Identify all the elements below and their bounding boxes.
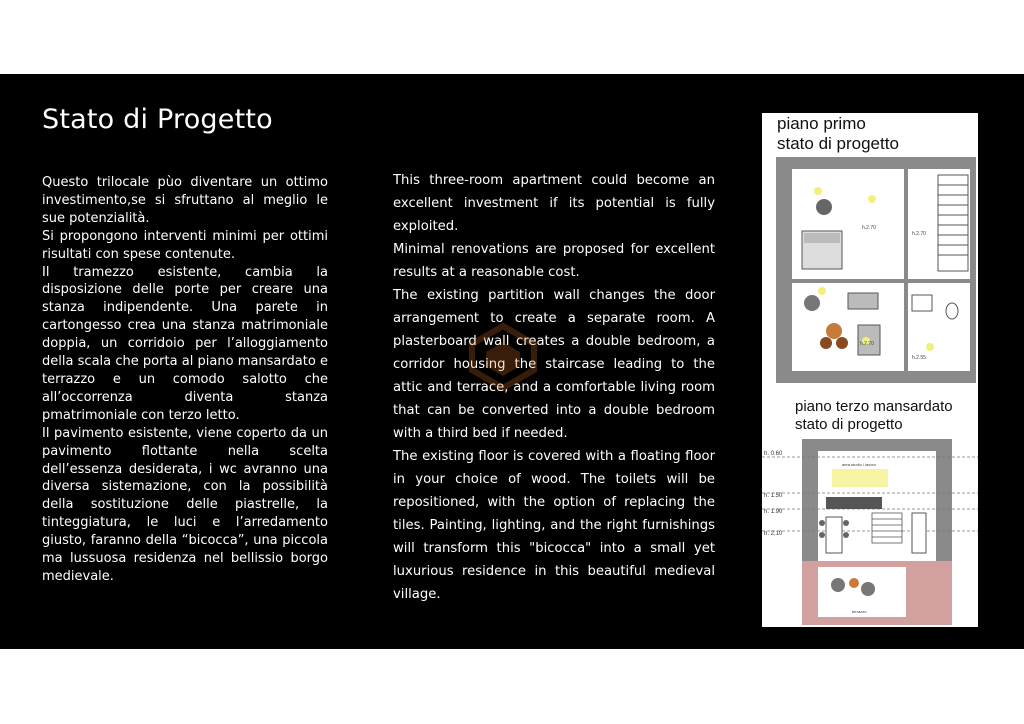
- italian-paragraph: Questo trilocale pùo diventare un ottimo investimento,se si sfruttano al meglio le sue potenzialità.: [42, 175, 328, 226]
- attic-room-label: area studio / lavoro: [842, 462, 877, 467]
- first-floor-title: piano primo: [777, 114, 866, 133]
- floor-plan-drawing: [762, 113, 978, 627]
- attic-height-label: h. 1.90: [764, 509, 783, 515]
- attic-title: piano terzo mansardato: [795, 398, 953, 415]
- floor-plan-image: [762, 113, 978, 627]
- italian-text-column: [42, 174, 328, 586]
- first-floor-plan: [776, 157, 976, 383]
- room-height-label: h.2.70: [912, 231, 926, 237]
- room-height-label: h.2.55: [912, 355, 926, 361]
- room-height-label: h.2.70: [862, 225, 876, 231]
- english-text-column: [393, 169, 715, 606]
- first-floor-subtitle: stato di progetto: [777, 134, 899, 153]
- attic-height-label: h. 2,10: [764, 531, 783, 537]
- attic-plan: [762, 439, 978, 625]
- attic-height-label: h. 0.60: [764, 451, 783, 457]
- italian-paragraph: Il tramezzo esistente, cambia la disposizione delle porte per creare una stanza indipendente. Una parete in cartongesso crea una stanza matrimoniale doppia, un corridoio per l’alloggiamento della scala che porta al piano mansardato e terrazzo e un comodo salotto che all’occorrenza diventa stanza pmatrimoniale con terzo letto.: [42, 264, 328, 423]
- english-paragraph: Minimal renovations are proposed for excellent results at a reasonable cost.: [393, 242, 715, 280]
- attic-height-label: h. 1.50: [764, 493, 783, 499]
- slide-title: Stato di Progetto: [42, 104, 273, 135]
- english-paragraph: This three-room apartment could become an excellent investment if its potential is fully exploited.: [393, 173, 715, 234]
- italian-paragraph: Il pavimento esistente, viene coperto da un pavimento flottante nella scelta dell’essenza desiderata, i wc avranno una diversa sistemazione, con la possibilità della sostituzione delle piastrelle, la tinteggiatura, le luci e l’arredamento giusto, faranno della “bicocca”, una piccola ma lussuosa residenza nel bellissio borgo medievale.: [42, 425, 328, 584]
- watermark-logo-icon: [468, 322, 538, 392]
- italian-paragraph: Si propongono interventi minimi per ottimi risultati con spese contenute.: [42, 228, 328, 262]
- english-paragraph: The existing partition wall changes the door arrangement to create a separate room. A plasterboard wall creates a double bedroom, a corridor housing the staircase leading to the attic and terrace, and a comfortable living room that can be converted into a double bedroom with a third bed if needed.: [393, 288, 715, 441]
- slide: [0, 74, 1024, 649]
- terrace-label: terrazzo: [852, 609, 867, 614]
- english-paragraph: The existing floor is covered with a floating floor in your choice of wood. The toilets will be repositioned, with the option of replacing the tiles. Painting, lighting, and the right furnishings will transform this "bicocca" into a small yet luxurious residence in this beautiful medieval village.: [393, 449, 715, 602]
- attic-subtitle: stato di progetto: [795, 416, 903, 433]
- room-height-label: h.2.70: [860, 341, 874, 347]
